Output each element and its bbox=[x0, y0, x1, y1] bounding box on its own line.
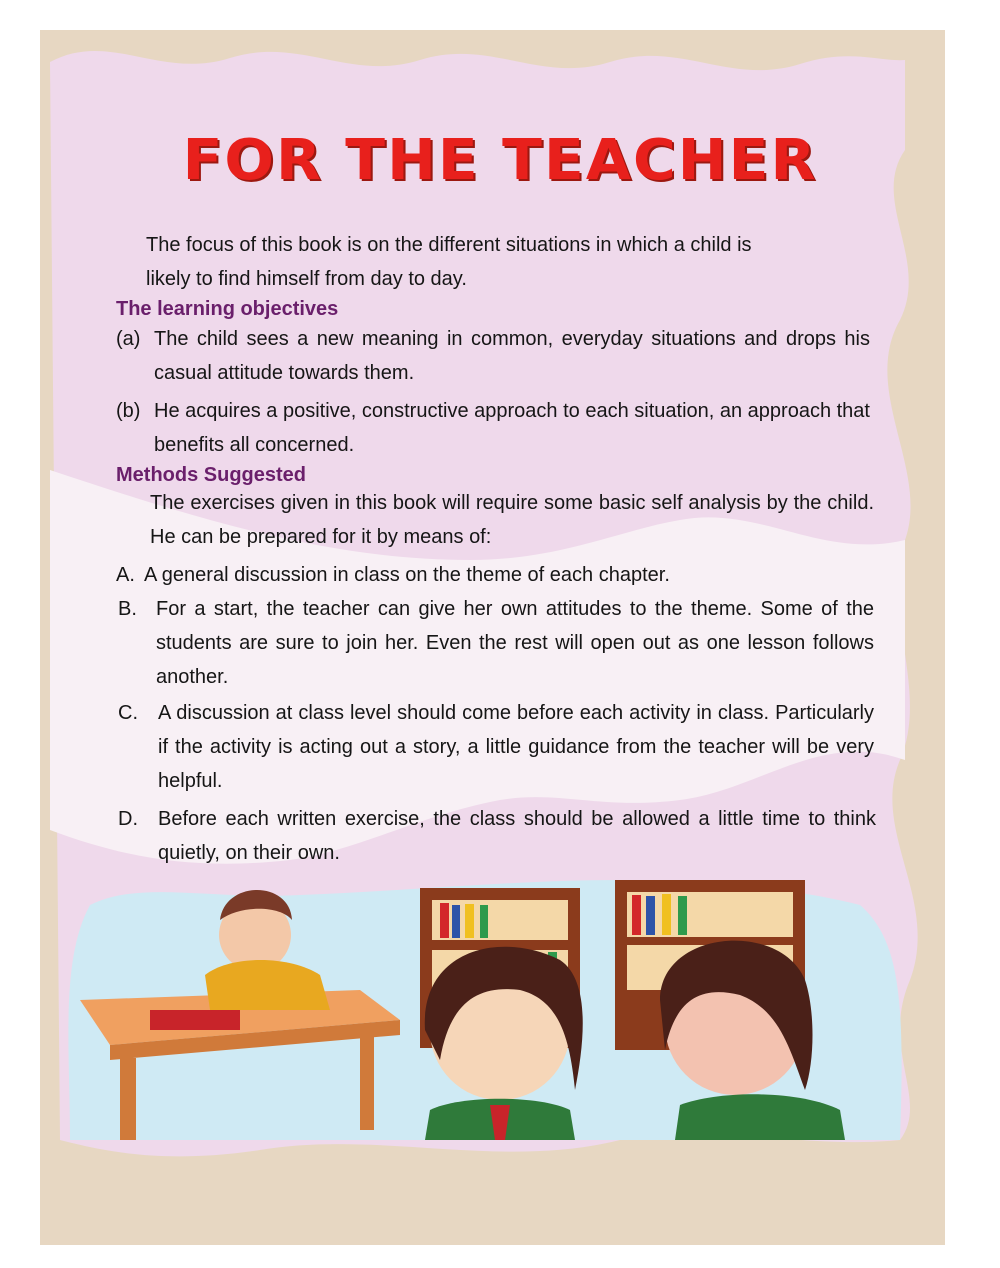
method-b-text: For a start, the teacher can give her own attitudes to the theme. Some of the students are sure to join her. Even the rest will open out as one lesson follows another. bbox=[156, 598, 874, 688]
objective-b-label: (b) bbox=[116, 400, 141, 422]
objective-a-text: The child sees a new meaning in common, everyday situations and drops his casual attitude towards them. bbox=[154, 328, 870, 384]
method-d-text: Before each written exercise, the class should be allowed a little time to think quietly, on their own. bbox=[158, 808, 876, 864]
page-title: FOR THE TEACHER bbox=[182, 128, 818, 193]
method-c-text: A discussion at class level should come before each activity in class. Particularly if the activity is acting out a story, a little guidance from the teacher will be very helpful. bbox=[158, 702, 874, 792]
methods-intro: The exercises given in this book will require some basic self analysis by the child. He can be prepared for it by means of: bbox=[150, 492, 874, 548]
methods-heading: Methods Suggested bbox=[116, 464, 307, 486]
objective-a-label: (a) bbox=[116, 328, 141, 350]
intro-line-2: likely to find himself from day to day. bbox=[146, 268, 467, 290]
method-a-label: A. bbox=[116, 564, 135, 586]
objective-b-text: He acquires a positive, constructive approach to each situation, an approach that benefits all concerned. bbox=[154, 400, 870, 456]
method-d-label: D. bbox=[118, 808, 138, 830]
method-a-text: A general discussion in class on the theme of each chapter. bbox=[144, 564, 670, 586]
intro-line-1: The focus of this book is on the different situations in which a child is bbox=[146, 234, 752, 256]
method-c-label: C. bbox=[118, 702, 138, 724]
method-b-label: B. bbox=[118, 598, 137, 620]
objectives-heading: The learning objectives bbox=[116, 298, 339, 320]
